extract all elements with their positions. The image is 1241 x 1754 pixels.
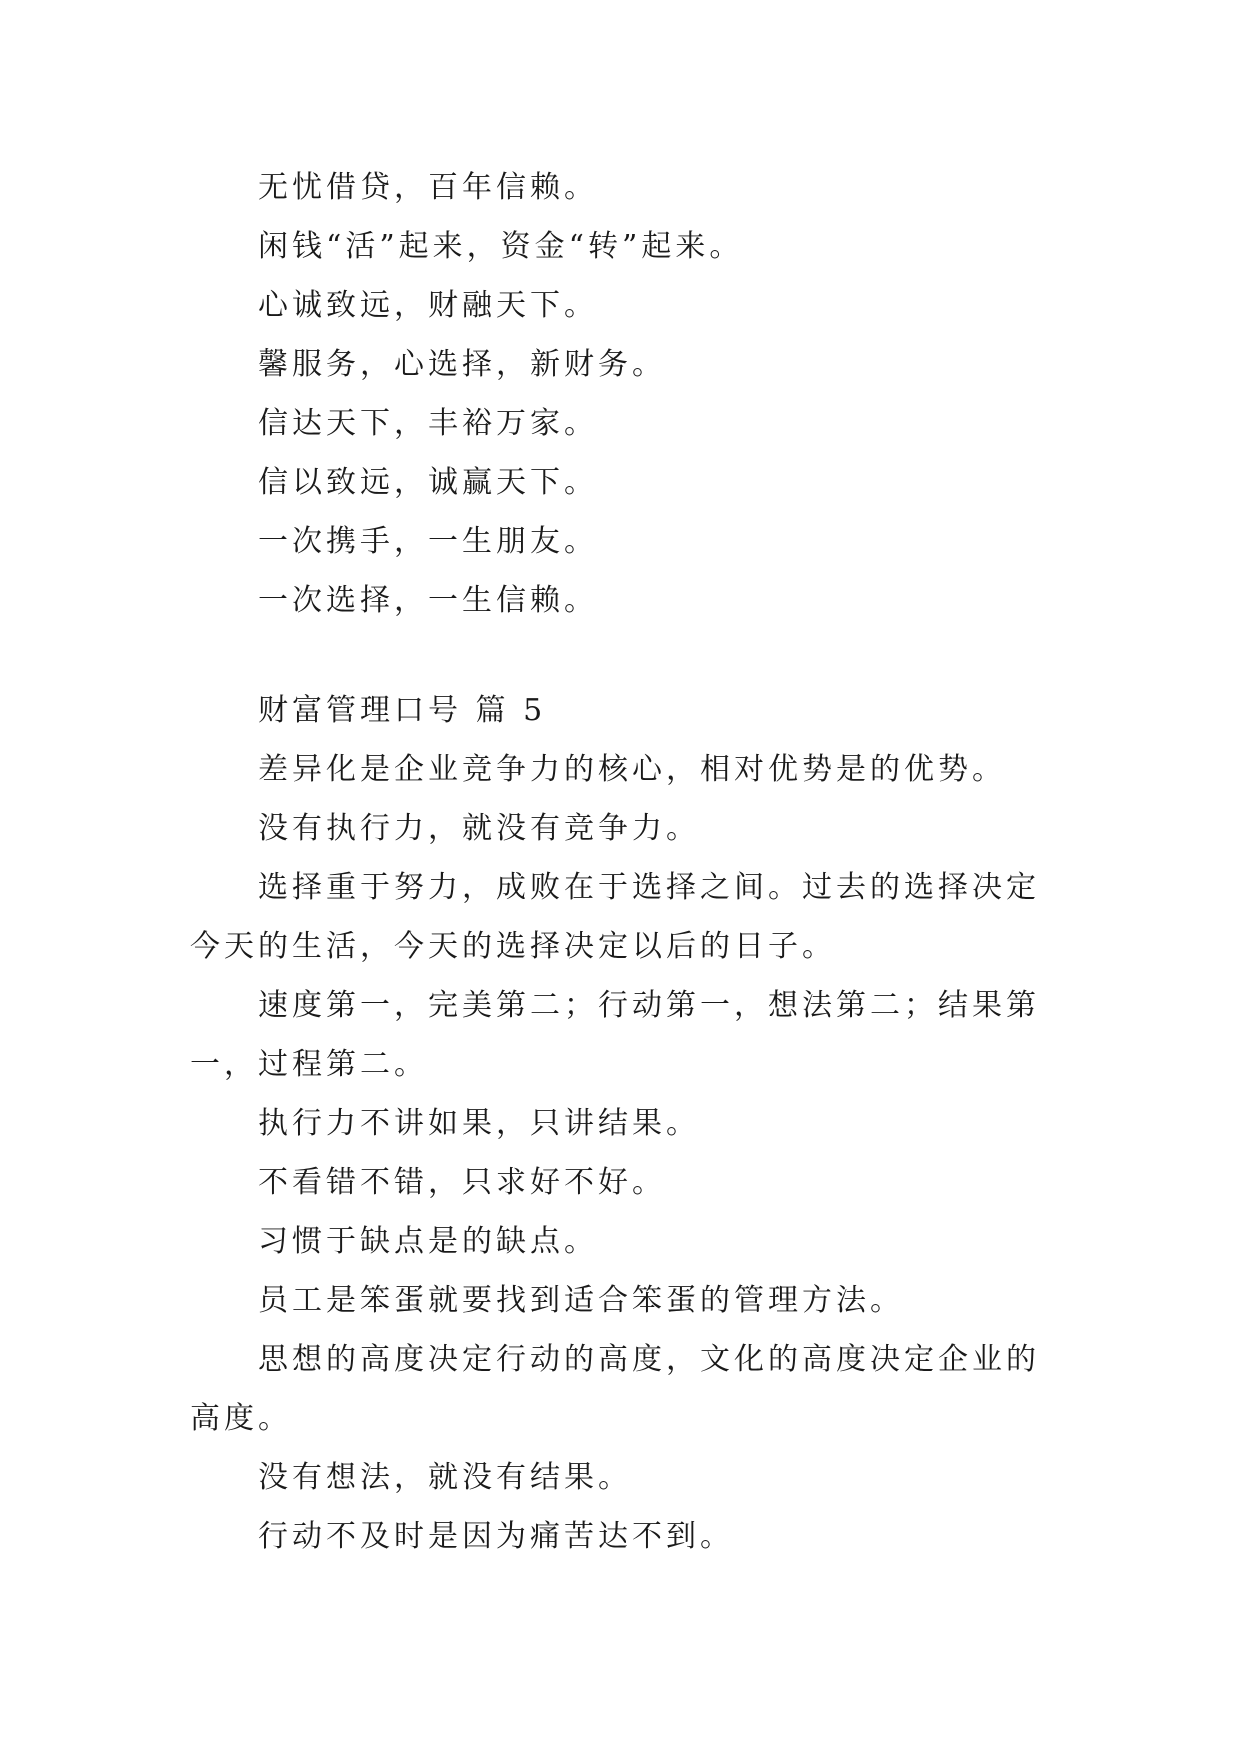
paragraph: 一次携手，一生朋友。 — [258, 524, 598, 559]
paragraph: 馨服务，心选择，新财务。 — [258, 347, 666, 382]
paragraph: 执行力不讲如果，只讲结果。 — [258, 1106, 700, 1141]
paragraph: 闲钱“活”起来，资金“转”起来。 — [258, 229, 744, 264]
paragraph: 员工是笨蛋就要找到适合笨蛋的管理方法。 — [258, 1283, 904, 1318]
paragraph: 习惯于缺点是的缺点。 — [258, 1224, 598, 1259]
section-spacer — [190, 630, 1060, 681]
paragraph: 没有执行力，就没有竞争力。 — [258, 811, 700, 846]
paragraph: 行动不及时是因为痛苦达不到。 — [258, 1519, 734, 1554]
paragraph: 选择重于努力，成败在于选择之间。过去的选择决定今天的生活，今天的选择决定以后的日子。 — [190, 870, 1040, 964]
paragraph: 一次选择，一生信赖。 — [258, 583, 598, 618]
paragraph: 心诚致远，财融天下。 — [258, 288, 598, 323]
paragraph: 速度第一，完美第二；行动第一，想法第二；结果第一，过程第二。 — [190, 988, 1040, 1082]
paragraph: 信达天下，丰裕万家。 — [258, 406, 598, 441]
document-page — [190, 158, 1060, 1566]
paragraph: 差异化是企业竞争力的核心，相对优势是的优势。 — [258, 752, 1006, 787]
paragraph: 无忧借贷，百年信赖。 — [258, 170, 598, 205]
paragraph: 没有想法，就没有结果。 — [258, 1460, 632, 1495]
paragraph: 信以致远，诚赢天下。 — [258, 465, 598, 500]
section-heading: 财富管理口号 篇 5 — [258, 693, 547, 728]
paragraph: 不看错不错，只求好不好。 — [258, 1165, 666, 1200]
paragraph: 思想的高度决定行动的高度，文化的高度决定企业的高度。 — [190, 1342, 1040, 1436]
